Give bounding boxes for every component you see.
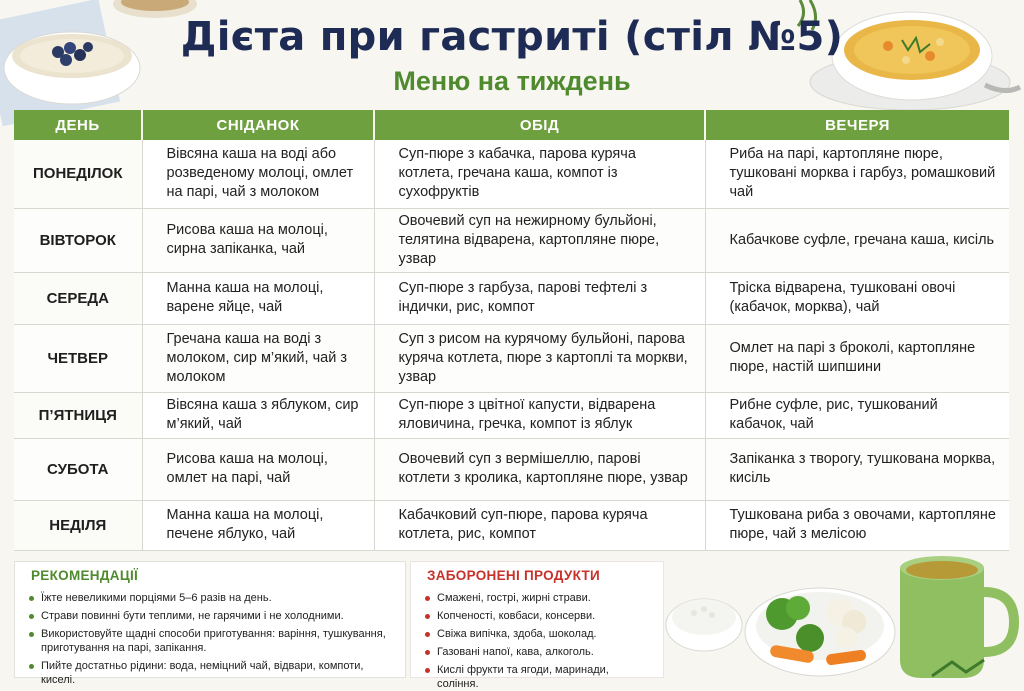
day-cell: СУБОТА: [14, 438, 142, 500]
list-item: Газовані напої, кава, алкоголь.: [425, 645, 653, 659]
day-cell: П’ЯТНИЦЯ: [14, 392, 142, 438]
table-header-row: [14, 110, 1009, 140]
forbidden-products-panel: [410, 561, 664, 690]
lunch-cell: Кабачковий суп-пюре, парова куряча котлета, рис, компот: [374, 500, 705, 550]
lunch-cell: Суп-пюре з гарбуза, парові тефтелі з індички, рис, компот: [374, 272, 705, 324]
day-cell: ПОНЕДІЛОК: [14, 140, 142, 208]
list-item: Смажені, гострі, жирні страви.: [425, 591, 653, 605]
list-item: Використовуйте щадні способи приготування: варіння, тушкування, приготування на парі, запікання.: [29, 627, 395, 655]
list-item: Свіжа випічка, здоба, шоколад.: [425, 627, 653, 641]
list-item: Їжте невеликими порціями 5–6 разів на день.: [29, 591, 395, 605]
breakfast-cell: Гречана каша на воді з молоком, сир м’який, чай з молоком: [142, 324, 374, 392]
recommendations-list: [15, 591, 405, 687]
dinner-cell: Тушкована риба з овочами, картопляне пюре, чай з мелісою: [705, 500, 1009, 550]
breakfast-cell: Рисова каша на молоці, сирна запіканка, чай: [142, 208, 374, 272]
breakfast-cell: Вівсяна каша з яблуком, сир м’який, чай: [142, 392, 374, 438]
table-row: [14, 140, 1009, 208]
day-cell: СЕРЕДА: [14, 272, 142, 324]
list-item: Копченості, ковбаси, консерви.: [425, 609, 653, 623]
breakfast-cell: Рисова каша на молоці, омлет на парі, чай: [142, 438, 374, 500]
breakfast-cell: Вівсяна каша на воді або розведеному молоці, омлет на парі, чай з молоком: [142, 140, 374, 208]
list-item: Пийте достатньо рідини: вода, неміцний чай, відвари, компоти, киселі.: [29, 659, 395, 687]
dinner-cell: Рибне суфле, рис, тушкований кабачок, чай: [705, 392, 1009, 438]
breakfast-cell: Манна каша на молоці, печене яблуко, чай: [142, 500, 374, 550]
weekly-menu-table: [14, 110, 1009, 551]
table-row: [14, 500, 1009, 550]
day-cell: НЕДІЛЯ: [14, 500, 142, 550]
column-header-dinner: ВЕЧЕРЯ: [705, 110, 1009, 140]
dinner-cell: Запіканка з творогу, тушкована морква, кисіль: [705, 438, 1009, 500]
column-header-lunch: ОБІД: [374, 110, 705, 140]
table-row: [14, 392, 1009, 438]
lunch-cell: Суп-пюре з кабачка, парова куряча котлета, гречана каша, компот із сухофруктів: [374, 140, 705, 208]
list-item: Страви повинні бути теплими, не гарячими і не холодними.: [29, 609, 395, 623]
day-cell: ВІВТОРОК: [14, 208, 142, 272]
table-row: [14, 272, 1009, 324]
day-cell: ЧЕТВЕР: [14, 324, 142, 392]
lunch-cell: Овочевий суп на нежирному бульйоні, телятина відварена, картопляне пюре, узвар: [374, 208, 705, 272]
dinner-cell: Риба на парі, картопляне пюре, тушковані морква і гарбуз, ромашковий чай: [705, 140, 1009, 208]
tea-mug-illustration: [892, 548, 1024, 683]
breakfast-cell: Манна каша на молоці, варене яйце, чай: [142, 272, 374, 324]
lunch-cell: Суп з рисом на курячому бульйоні, парова куряча котлета, пюре з картоплі та моркви, узвар: [374, 324, 705, 392]
recommendations-panel: [14, 561, 406, 686]
page-subtitle: Меню на тиждень: [393, 66, 631, 96]
lunch-cell: Суп-пюре з цвітної капусти, відварена яловичина, гречка, компот із яблук: [374, 392, 705, 438]
column-header-breakfast: СНІДАНОК: [142, 110, 374, 140]
dinner-cell: Тріска відварена, тушковані овочі (кабачок, морква), чай: [705, 272, 1009, 324]
forbidden-products-list: [411, 591, 663, 691]
page-title: Дієта при гастриті (стіл №5): [180, 14, 844, 60]
rice-bowl-illustration: [662, 585, 747, 655]
lunch-cell: Овочевий суп з вермішеллю, парові котлети з кролика, картопляне пюре, узвар: [374, 438, 705, 500]
dinner-cell: Кабачкове суфле, гречана каша, кисіль: [705, 208, 1009, 272]
forbidden-products-title: ЗАБОРОНЕНІ ПРОДУКТИ: [427, 568, 600, 583]
recommendations-title: РЕКОМЕНДАЦІЇ: [31, 568, 139, 583]
dinner-cell: Омлет на парі з броколі, картопляне пюре, настій шипшини: [705, 324, 1009, 392]
table-row: [14, 208, 1009, 272]
table-row: [14, 438, 1009, 500]
list-item: Кислі фрукти та ягоди, маринади, соління.: [425, 663, 653, 691]
vegetables-bowl-illustration: [740, 572, 900, 683]
table-row: [14, 324, 1009, 392]
column-header-day: ДЕНЬ: [14, 110, 142, 140]
